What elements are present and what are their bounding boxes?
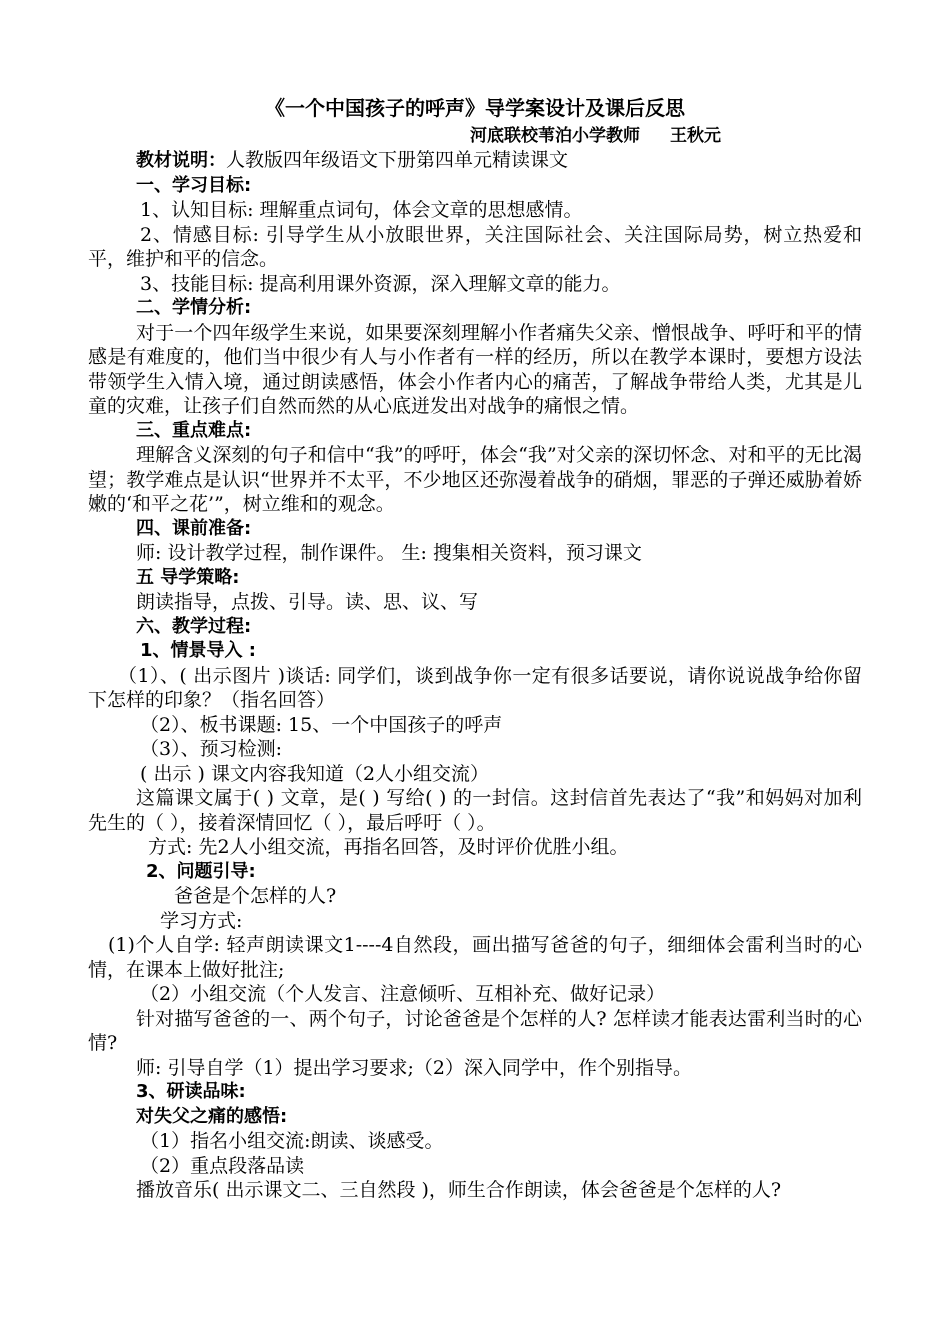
section-heading: 三、重点难点: <box>136 419 252 441</box>
paragraph: 爸爸是个怎样的人? <box>174 885 337 907</box>
paragraph: 朗读指导，点拨、引导。读、思、议、写 <box>136 591 479 613</box>
paragraph: 理解含义深刻的句子和信中“我”的呼吁，体会“我”对父亲的深切怀念、对和平的无比渴望；教学难点是认识“世界并不太平，不少地区还弥漫着战争的硝烟，罪恶的子弹还威胁着娇嫩的‘和平之花’”，树立维和的观念。 <box>88 444 862 515</box>
paragraph: ( 出示 ) 课文内容我知道（2人小组交流） <box>140 762 490 785</box>
author-unit: 河底联校苇泊小学教师 <box>470 126 640 146</box>
subsection-heading: 2、问题引导: <box>146 860 256 882</box>
paragraph: 2、情感目标: 引导学生从小放眼世界，关注国际社会、关注国际局势，树立热爱和平，维护和平的信念。 <box>88 223 862 270</box>
paragraph: (1)个人自学: 轻声朗读课文1----4自然段，画出描写爸爸的句子，细细体会雷利当时的心情，在课本上做好批注; <box>88 934 862 981</box>
author-line <box>470 124 751 149</box>
paragraph: （2）、板书课题: 15、一个中国孩子的呼声 <box>140 713 503 736</box>
paragraph: 这篇课文属于( ) 文章，是( ) 写给( ) 的一封信。这封信首先表达了“我”和妈妈对加利先生的（ ），接着深情回忆（ ），最后呼吁（ ）。 <box>88 787 862 834</box>
subsection-heading: 1、情景导入 : <box>140 640 256 661</box>
paragraph: 播放音乐( 出示课文二、三自然段 )，师生合作朗读，体会爸爸是个怎样的人? <box>136 1179 782 1201</box>
paragraph: 师: 设计教学过程，制作课件。 生: 搜集相关资料，预习课文 <box>136 542 642 564</box>
author-name: 王秋元 <box>670 126 721 146</box>
document-title: 《一个中国孩子的呼声》导学案设计及课后反思 <box>265 96 685 120</box>
subsection-subheading: 对失父之痛的感悟: <box>136 1105 288 1127</box>
paragraph: （2）重点段落品读 <box>140 1154 305 1177</box>
section-heading: 四、课前准备: <box>136 517 252 539</box>
paragraph: 3、技能目标: 提高利用课外资源，深入理解文章的能力。 <box>140 272 621 295</box>
paragraph: （1）指名小组交流:朗读、谈感受。 <box>140 1130 444 1152</box>
paragraph: 学习方式: <box>160 909 243 932</box>
paragraph: （1）、( 出示图片 )谈话: 同学们，谈到战争你一定有很多话要说，请你说说战争给你留下怎样的印象？（指名回答） <box>88 664 862 711</box>
section-heading: 六、教学过程: <box>136 615 252 637</box>
material-line <box>88 148 862 174</box>
paragraph: （2）小组交流（个人发言、注意倾听、互相补充、做好记录） <box>140 983 666 1005</box>
subsection-heading: 3、研读品味: <box>136 1081 246 1102</box>
paragraph: 方式: 先2人小组交流，再指名回答，及时评价优胜小组。 <box>148 836 629 858</box>
section-heading: 一、学习目标: <box>136 174 252 196</box>
paragraph: （3）、预习检测: <box>140 738 282 760</box>
material-text: 人教版四年级语文下册第四单元精读课文 <box>226 149 569 171</box>
paragraph: 师: 引导自学（1）提出学习要求;（2）深入同学中，作个别指导。 <box>136 1056 693 1079</box>
document-body <box>88 148 862 1203</box>
section-heading: 五 导学策略: <box>136 566 240 588</box>
material-label: 教材说明： <box>136 150 226 171</box>
paragraph: 1、认知目标: 理解重点词句，体会文章的思想感情。 <box>140 199 583 221</box>
paragraph: 针对描写爸爸的一、两个句子，讨论爸爸是个怎样的人? 怎样读才能表达雷利当时的心情? <box>88 1007 862 1054</box>
section-heading: 二、学情分析: <box>136 297 252 318</box>
paragraph: 对于一个四年级学生来说，如果要深刻理解小作者痛失父亲、憎恨战争、呼吁和平的情感是有难度的，他们当中很少有人与小作者有一样的经历，所以在教学本课时，要想方设法带领学生入情入境，通过朗读感悟，体会小作者内心的痛苦，了解战争带给人类，尤其是儿童的灾难，让孩子们自然而然的从心底迸发出对战争的痛恨之情。 <box>88 321 862 417</box>
